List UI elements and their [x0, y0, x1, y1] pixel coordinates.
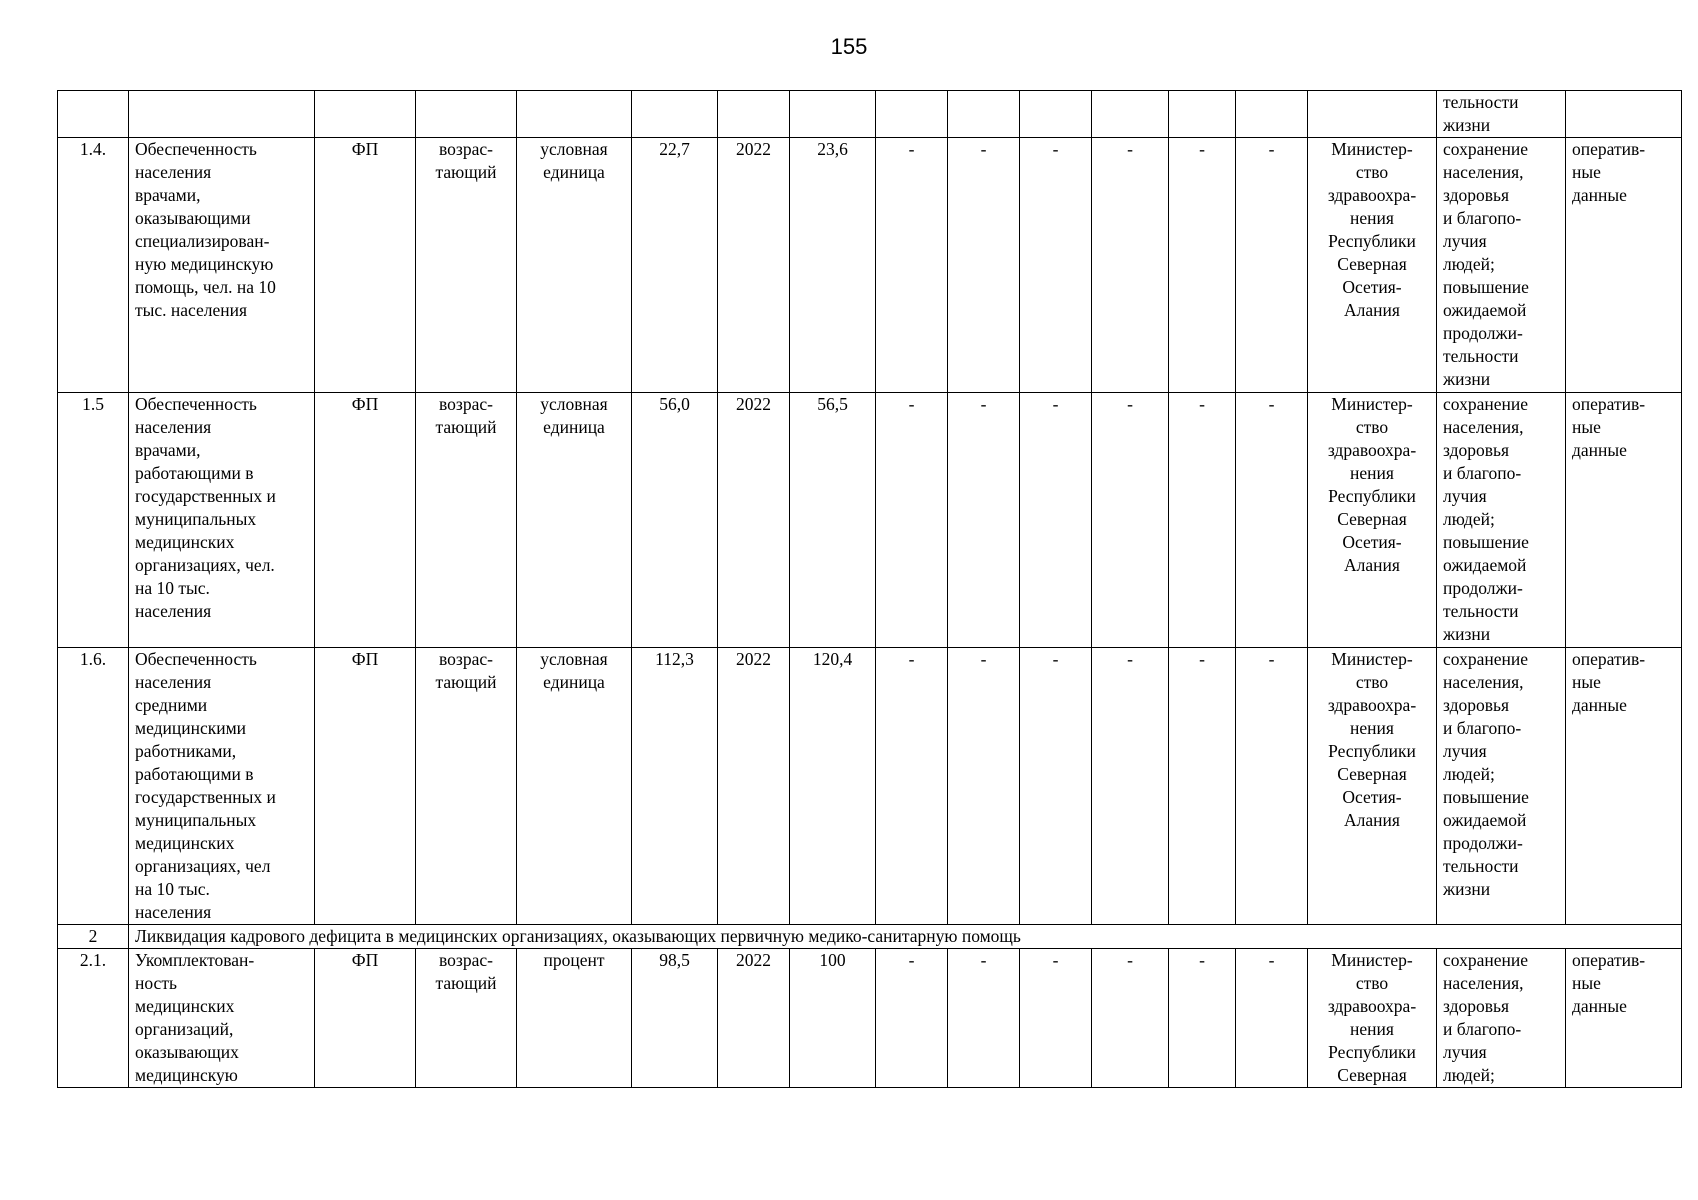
cell-base-year: 2022: [718, 949, 790, 1088]
cell-info: оператив- ные данные: [1566, 949, 1682, 1088]
cell-unit: [517, 91, 632, 138]
cell-trend: возрас- тающий: [416, 949, 517, 1088]
cell-year: -: [1020, 648, 1092, 925]
cell-level: [315, 91, 416, 138]
cell-year: [948, 91, 1020, 138]
cell-base-value: 112,3: [632, 648, 718, 925]
cell-goal: тельности жизни: [1437, 91, 1566, 138]
cell-unit: условная единица: [517, 138, 632, 393]
section-title: Ликвидация кадрового дефицита в медицинских организациях, оказывающих первичную медико-санитарную помощь: [129, 925, 1682, 949]
cell-year: -: [1092, 138, 1169, 393]
cell-target: [790, 91, 876, 138]
cell-year: -: [1092, 949, 1169, 1088]
cell-year: -: [1169, 949, 1236, 1088]
cell-name: Обеспеченность населения врачами, работающими в государственных и муниципальных медицинских организациях, чел. на 10 тыс. населения: [129, 393, 315, 648]
cell-year: -: [1092, 648, 1169, 925]
cell-trend: возрас- тающий: [416, 393, 517, 648]
cell-base-value: 56,0: [632, 393, 718, 648]
section-row: [58, 925, 1682, 949]
cell-year: -: [876, 393, 948, 648]
cell-responsible: [1308, 91, 1437, 138]
cell-year: -: [1169, 648, 1236, 925]
cell-unit: процент: [517, 949, 632, 1088]
cell-year: -: [876, 648, 948, 925]
section-number: 2: [58, 925, 129, 949]
cell-trend: возрас- тающий: [416, 138, 517, 393]
cell-goal: сохранение населения, здоровья и благопо- лучия людей;: [1437, 949, 1566, 1088]
cell-info: оператив- ные данные: [1566, 138, 1682, 393]
table-row: [58, 393, 1682, 648]
cell-year: [1092, 91, 1169, 138]
cell-base-value: 22,7: [632, 138, 718, 393]
cell-year: -: [948, 949, 1020, 1088]
cell-name: [129, 91, 315, 138]
continuation-row: [58, 91, 1682, 138]
cell-year: -: [1169, 138, 1236, 393]
cell-base-year: 2022: [718, 138, 790, 393]
cell-level: ФП: [315, 648, 416, 925]
cell-base-year: 2022: [718, 393, 790, 648]
cell-responsible: Министер- ство здравоохра- нения Республики Северная Осетия- Алания: [1308, 138, 1437, 393]
cell-target: 120,4: [790, 648, 876, 925]
cell-target: 23,6: [790, 138, 876, 393]
indicators-table: [57, 90, 1682, 1088]
cell-target: 56,5: [790, 393, 876, 648]
table-row: [58, 949, 1682, 1088]
cell-year: [1236, 91, 1308, 138]
cell-level: ФП: [315, 138, 416, 393]
cell-year: -: [1020, 949, 1092, 1088]
cell-year: -: [1236, 648, 1308, 925]
cell-year: [876, 91, 948, 138]
cell-unit: условная единица: [517, 393, 632, 648]
cell-name: Обеспеченность населения врачами, оказывающими специализирован- ную медицинскую помощь, чел. на 10 тыс. населения: [129, 138, 315, 393]
cell-info: оператив- ные данные: [1566, 648, 1682, 925]
cell-num: 1.4.: [58, 138, 129, 393]
cell-year: -: [1236, 138, 1308, 393]
cell-year: -: [948, 393, 1020, 648]
cell-responsible: Министер- ство здравоохра- нения Республики Северная Осетия- Алания: [1308, 648, 1437, 925]
cell-trend: [416, 91, 517, 138]
cell-num: 1.6.: [58, 648, 129, 925]
cell-target: 100: [790, 949, 876, 1088]
cell-year: -: [948, 138, 1020, 393]
cell-responsible: Министер- ство здравоохра- нения Республики Северная Осетия- Алания: [1308, 393, 1437, 648]
cell-info: оператив- ные данные: [1566, 393, 1682, 648]
cell-name: Обеспеченность населения средними медицинскими работниками, работающими в государственных и муниципальных медицинских организациях, чел на 10 тыс. населения: [129, 648, 315, 925]
cell-goal: сохранение населения, здоровья и благопо- лучия людей; повышение ожидаемой продолжи- тельности жизни: [1437, 393, 1566, 648]
cell-base-year: 2022: [718, 648, 790, 925]
cell-year: -: [876, 949, 948, 1088]
cell-year: [1020, 91, 1092, 138]
table-row: [58, 648, 1682, 925]
cell-num: 2.1.: [58, 949, 129, 1088]
cell-goal: сохранение населения, здоровья и благопо- лучия людей; повышение ожидаемой продолжи- тельности жизни: [1437, 648, 1566, 925]
cell-num: 1.5: [58, 393, 129, 648]
cell-year: -: [1020, 393, 1092, 648]
cell-base-value: 98,5: [632, 949, 718, 1088]
cell-goal: сохранение населения, здоровья и благопо- лучия людей; повышение ожидаемой продолжи- тельности жизни: [1437, 138, 1566, 393]
cell-level: ФП: [315, 393, 416, 648]
cell-year: -: [876, 138, 948, 393]
cell-num: [58, 91, 129, 138]
cell-year: -: [1236, 393, 1308, 648]
cell-trend: возрас- тающий: [416, 648, 517, 925]
cell-base-value: [632, 91, 718, 138]
table-row: [58, 138, 1682, 393]
cell-year: -: [948, 648, 1020, 925]
cell-year: -: [1092, 393, 1169, 648]
cell-year: -: [1236, 949, 1308, 1088]
page-number: 155: [830, 34, 868, 59]
cell-info: [1566, 91, 1682, 138]
cell-year: [1169, 91, 1236, 138]
cell-level: ФП: [315, 949, 416, 1088]
cell-base-year: [718, 91, 790, 138]
cell-year: -: [1020, 138, 1092, 393]
cell-year: -: [1169, 393, 1236, 648]
cell-name: Укомплектован- ность медицинских организаций, оказывающих медицинскую: [129, 949, 315, 1088]
cell-unit: условная единица: [517, 648, 632, 925]
cell-responsible: Министер- ство здравоохра- нения Республики Северная: [1308, 949, 1437, 1088]
